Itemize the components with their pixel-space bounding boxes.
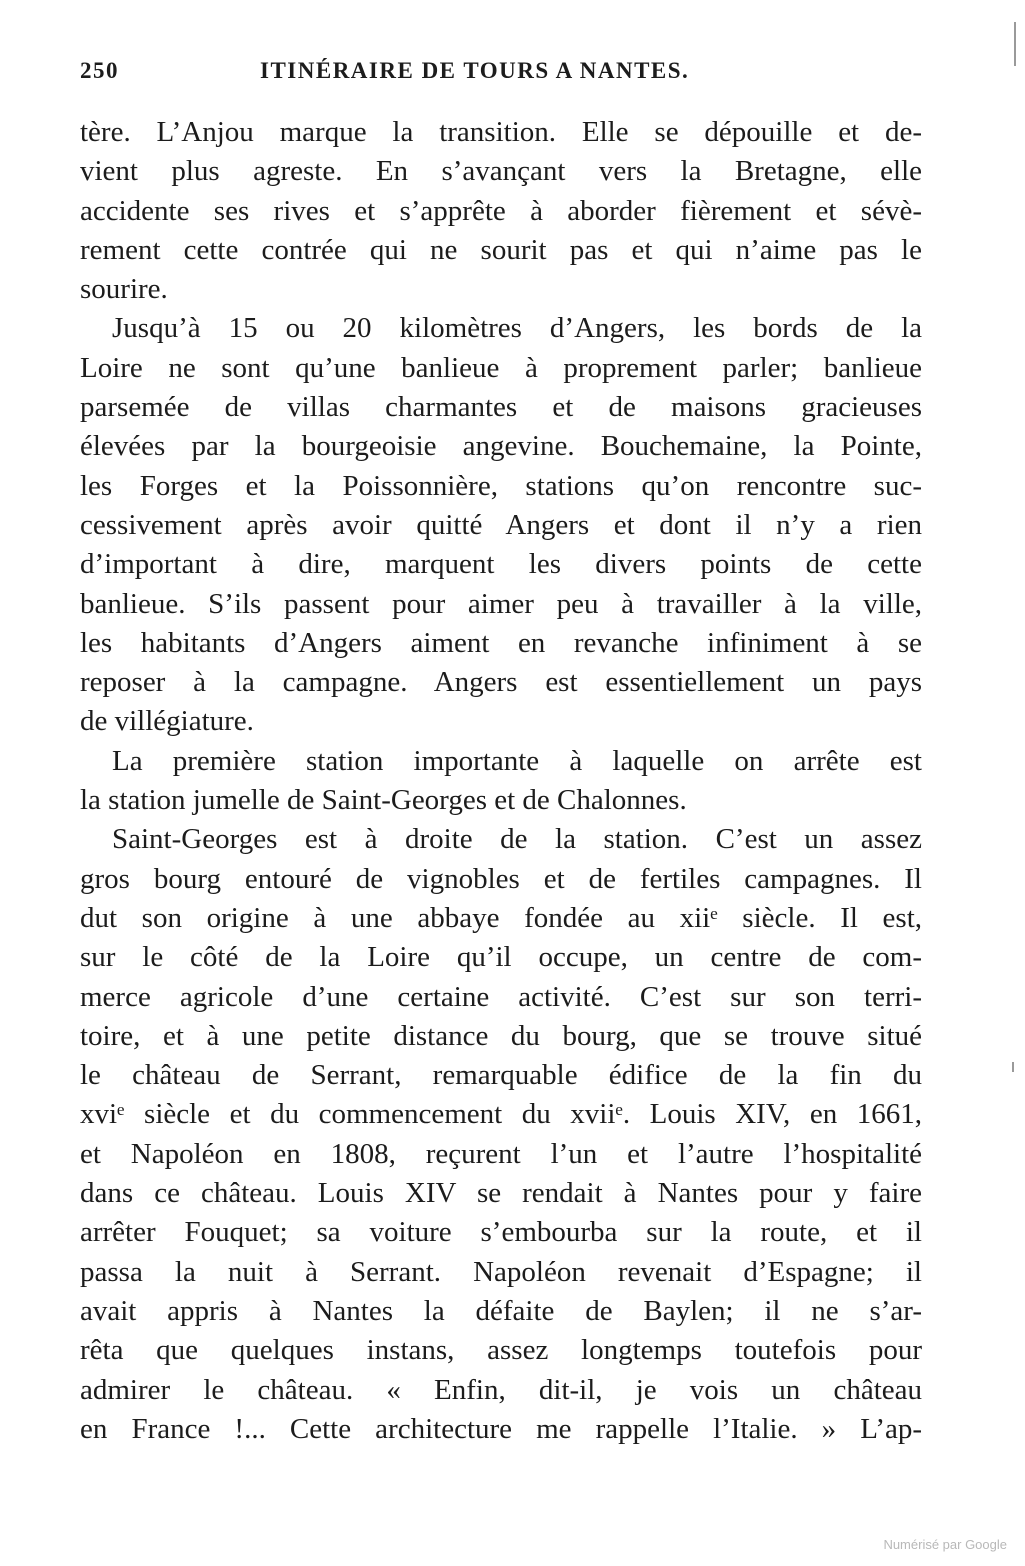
text-line: dut son origine à une abbaye fondée au xiiᵉ siècle. Il est, [80, 901, 922, 934]
running-title: ITINÉRAIRE DE TOURS A NANTES. [260, 58, 690, 83]
text-line: accidente ses rives et s’apprête à aborder fièrement et sévè- [80, 194, 922, 227]
text-line: vient plus agreste. En s’avançant vers la Bretagne, elle [80, 155, 922, 188]
text-line: rement cette contrée qui ne sourit pas et qui n’aime pas le [80, 233, 922, 266]
margin-mark [1012, 1062, 1014, 1072]
text-line: d’important à dire, marquent les divers points de cette [80, 548, 922, 581]
text-line: banlieue. S’ils passent pour aimer peu à travailler à la ville, [80, 587, 922, 620]
text-line: le château de Serrant, remarquable édifice de la fin du [80, 1059, 922, 1092]
text-line: de villégiature. [80, 705, 254, 738]
text-line: reposer à la campagne. Angers est essentiellement un pays [80, 666, 922, 699]
text-line: admirer le château. « Enfin, dit-il, je vois un château [80, 1373, 922, 1406]
text-line: rêta que quelques instans, assez longtemps toutefois pour [80, 1334, 922, 1367]
text-line: tère. L’Anjou marque la transition. Elle se dépouille et de- [80, 116, 922, 148]
text-line: gros bourg entouré de vignobles et de fertiles campagnes. Il [80, 862, 922, 895]
text-line: xviᵉ siècle et du commencement du xviiᵉ. Louis XIV, en 1661, [80, 1098, 922, 1131]
text-line: toire, et à une petite distance du bourg, que se trouve situé [80, 1019, 922, 1052]
margin-mark [1014, 22, 1016, 66]
text-line: avait appris à Nantes la défaite de Baylen; il ne s’ar- [80, 1294, 922, 1327]
body-text [80, 113, 922, 1449]
text-line: passa la nuit à Serrant. Napoléon revenait d’Espagne; il [80, 1255, 922, 1288]
text-line: en France !... Cette architecture me rappelle l’Italie. » L’ap- [80, 1412, 922, 1445]
text-line: Jusqu’à 15 ou 20 kilomètres d’Angers, les bords de la [112, 312, 922, 345]
text-line: parsemée de villas charmantes et de maisons gracieuses [80, 391, 922, 424]
text-line: les habitants d’Angers aiment en revanche infiniment à se [80, 626, 922, 659]
text-line: les Forges et la Poissonnière, stations qu’on rencontre suc- [80, 469, 922, 502]
text-line: Loire ne sont qu’une banlieue à proprement parler; banlieue [80, 351, 922, 384]
text-line: et Napoléon en 1808, reçurent l’un et l’autre l’hospitalité [80, 1137, 922, 1170]
text-line: arrêter Fouquet; sa voiture s’embourba sur la route, et il [80, 1216, 922, 1249]
text-line: élevées par la bourgeoisie angevine. Bouchemaine, la Pointe, [80, 430, 922, 463]
text-line: Saint-Georges est à droite de la station. C’est un assez [112, 823, 922, 856]
text-line: dans ce château. Louis XIV se rendait à Nantes pour y faire [80, 1177, 922, 1210]
text-line: la station jumelle de Saint-Georges et de Chalonnes. [80, 784, 687, 817]
text-line: sur le côté de la Loire qu’il occupe, un centre de com- [80, 941, 922, 974]
text-line: La première station importante à laquelle on arrête est [112, 744, 922, 777]
text-line: sourire. [80, 273, 168, 306]
text-line: cessivement après avoir quitté Angers et dont il n’y a rien [80, 508, 922, 541]
text-line: merce agricole d’une certaine activité. C’est sur son terri- [80, 980, 922, 1013]
watermark: Numérisé par Google [883, 1537, 1007, 1552]
page-number: 250 [80, 58, 119, 83]
